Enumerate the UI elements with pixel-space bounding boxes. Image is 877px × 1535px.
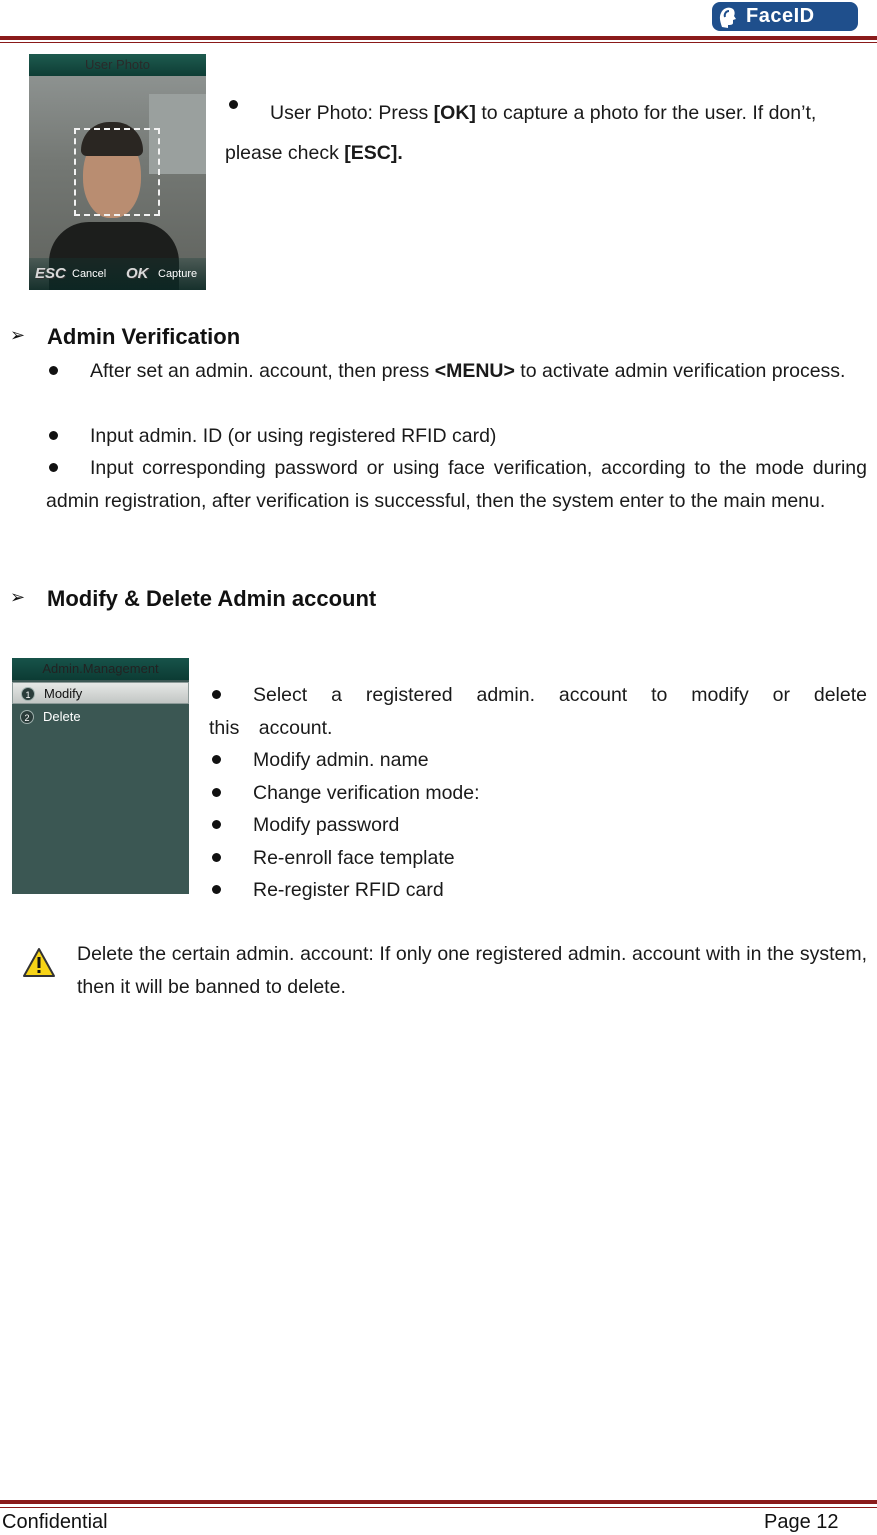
user-photo-screenshot (29, 54, 206, 290)
modify-bullet-6: Re-register RFID card (253, 879, 444, 901)
admin-verification-heading: Admin Verification (47, 324, 241, 349)
logo-text: FaceID (746, 5, 815, 27)
modify-bullet-4: Modify password (253, 814, 400, 836)
screen-title: Admin.Management (12, 658, 189, 680)
face-detect-frame (74, 128, 160, 216)
cancel-label: Cancel (72, 268, 107, 280)
modify-bullet-1: Select a registered admin. account to modify or delete this account. (209, 684, 867, 739)
user-photo-description: User Photo: Press [OK] to capture a photo for the user. If don’t, please check [ESC]. (225, 102, 817, 164)
menu-number-badge: 1 (21, 687, 35, 701)
faceid-logo (712, 2, 858, 31)
esc-key-icon: ESC (35, 265, 66, 282)
screen-softkey-bar (29, 258, 206, 290)
header-rule (0, 36, 877, 40)
menu-number-badge: 2 (20, 710, 34, 724)
bullet-dot (212, 788, 221, 797)
menu-item-label: Delete (43, 709, 81, 724)
footer-page-number: Page 12 (764, 1511, 839, 1533)
admin-verification-step-3: Input corresponding password or using face verification, according to the mode during admin registration, after verification is successful, then the system enter to the main menu. (46, 457, 867, 512)
bullet-dot (212, 853, 221, 862)
modify-bullet-5: Re-enroll face template (253, 847, 455, 869)
bullet-dot (212, 885, 221, 894)
warning-icon (22, 947, 56, 979)
screen-title: User Photo (29, 54, 206, 76)
bullet-dot (212, 820, 221, 829)
modify-bullet-3: Change verification mode: (253, 782, 480, 804)
section-arrow-icon: ➢ (10, 587, 26, 607)
bullet-dot (212, 755, 221, 764)
menu-item-delete[interactable] (12, 706, 189, 728)
admin-management-screenshot (12, 658, 189, 894)
warning-text: Delete the certain admin. account: If only one registered admin. account with in the system, then it will be banned to delete. (77, 943, 867, 998)
modify-bullet-2: Modify admin. name (253, 749, 429, 771)
menu-item-modify[interactable] (12, 682, 189, 704)
footer-confidential: Confidential (2, 1511, 108, 1533)
modify-delete-heading: Modify & Delete Admin account (47, 586, 377, 611)
menu-item-label: Modify (44, 686, 83, 701)
face-profile-icon (716, 5, 740, 29)
footer-rule (0, 1500, 877, 1504)
capture-label: Capture (158, 268, 198, 280)
section-arrow-icon: ➢ (10, 325, 26, 345)
header-rule-thin (0, 42, 877, 43)
bullet-dot (49, 431, 58, 440)
footer-rule-thin (0, 1507, 877, 1508)
admin-verification-step-1: After set an admin. account, then press <MENU> to activate admin verification process. (90, 360, 846, 382)
admin-verification-step-2: Input admin. ID (or using registered RFID card) (90, 425, 497, 447)
ok-key-icon: OK (126, 265, 149, 282)
